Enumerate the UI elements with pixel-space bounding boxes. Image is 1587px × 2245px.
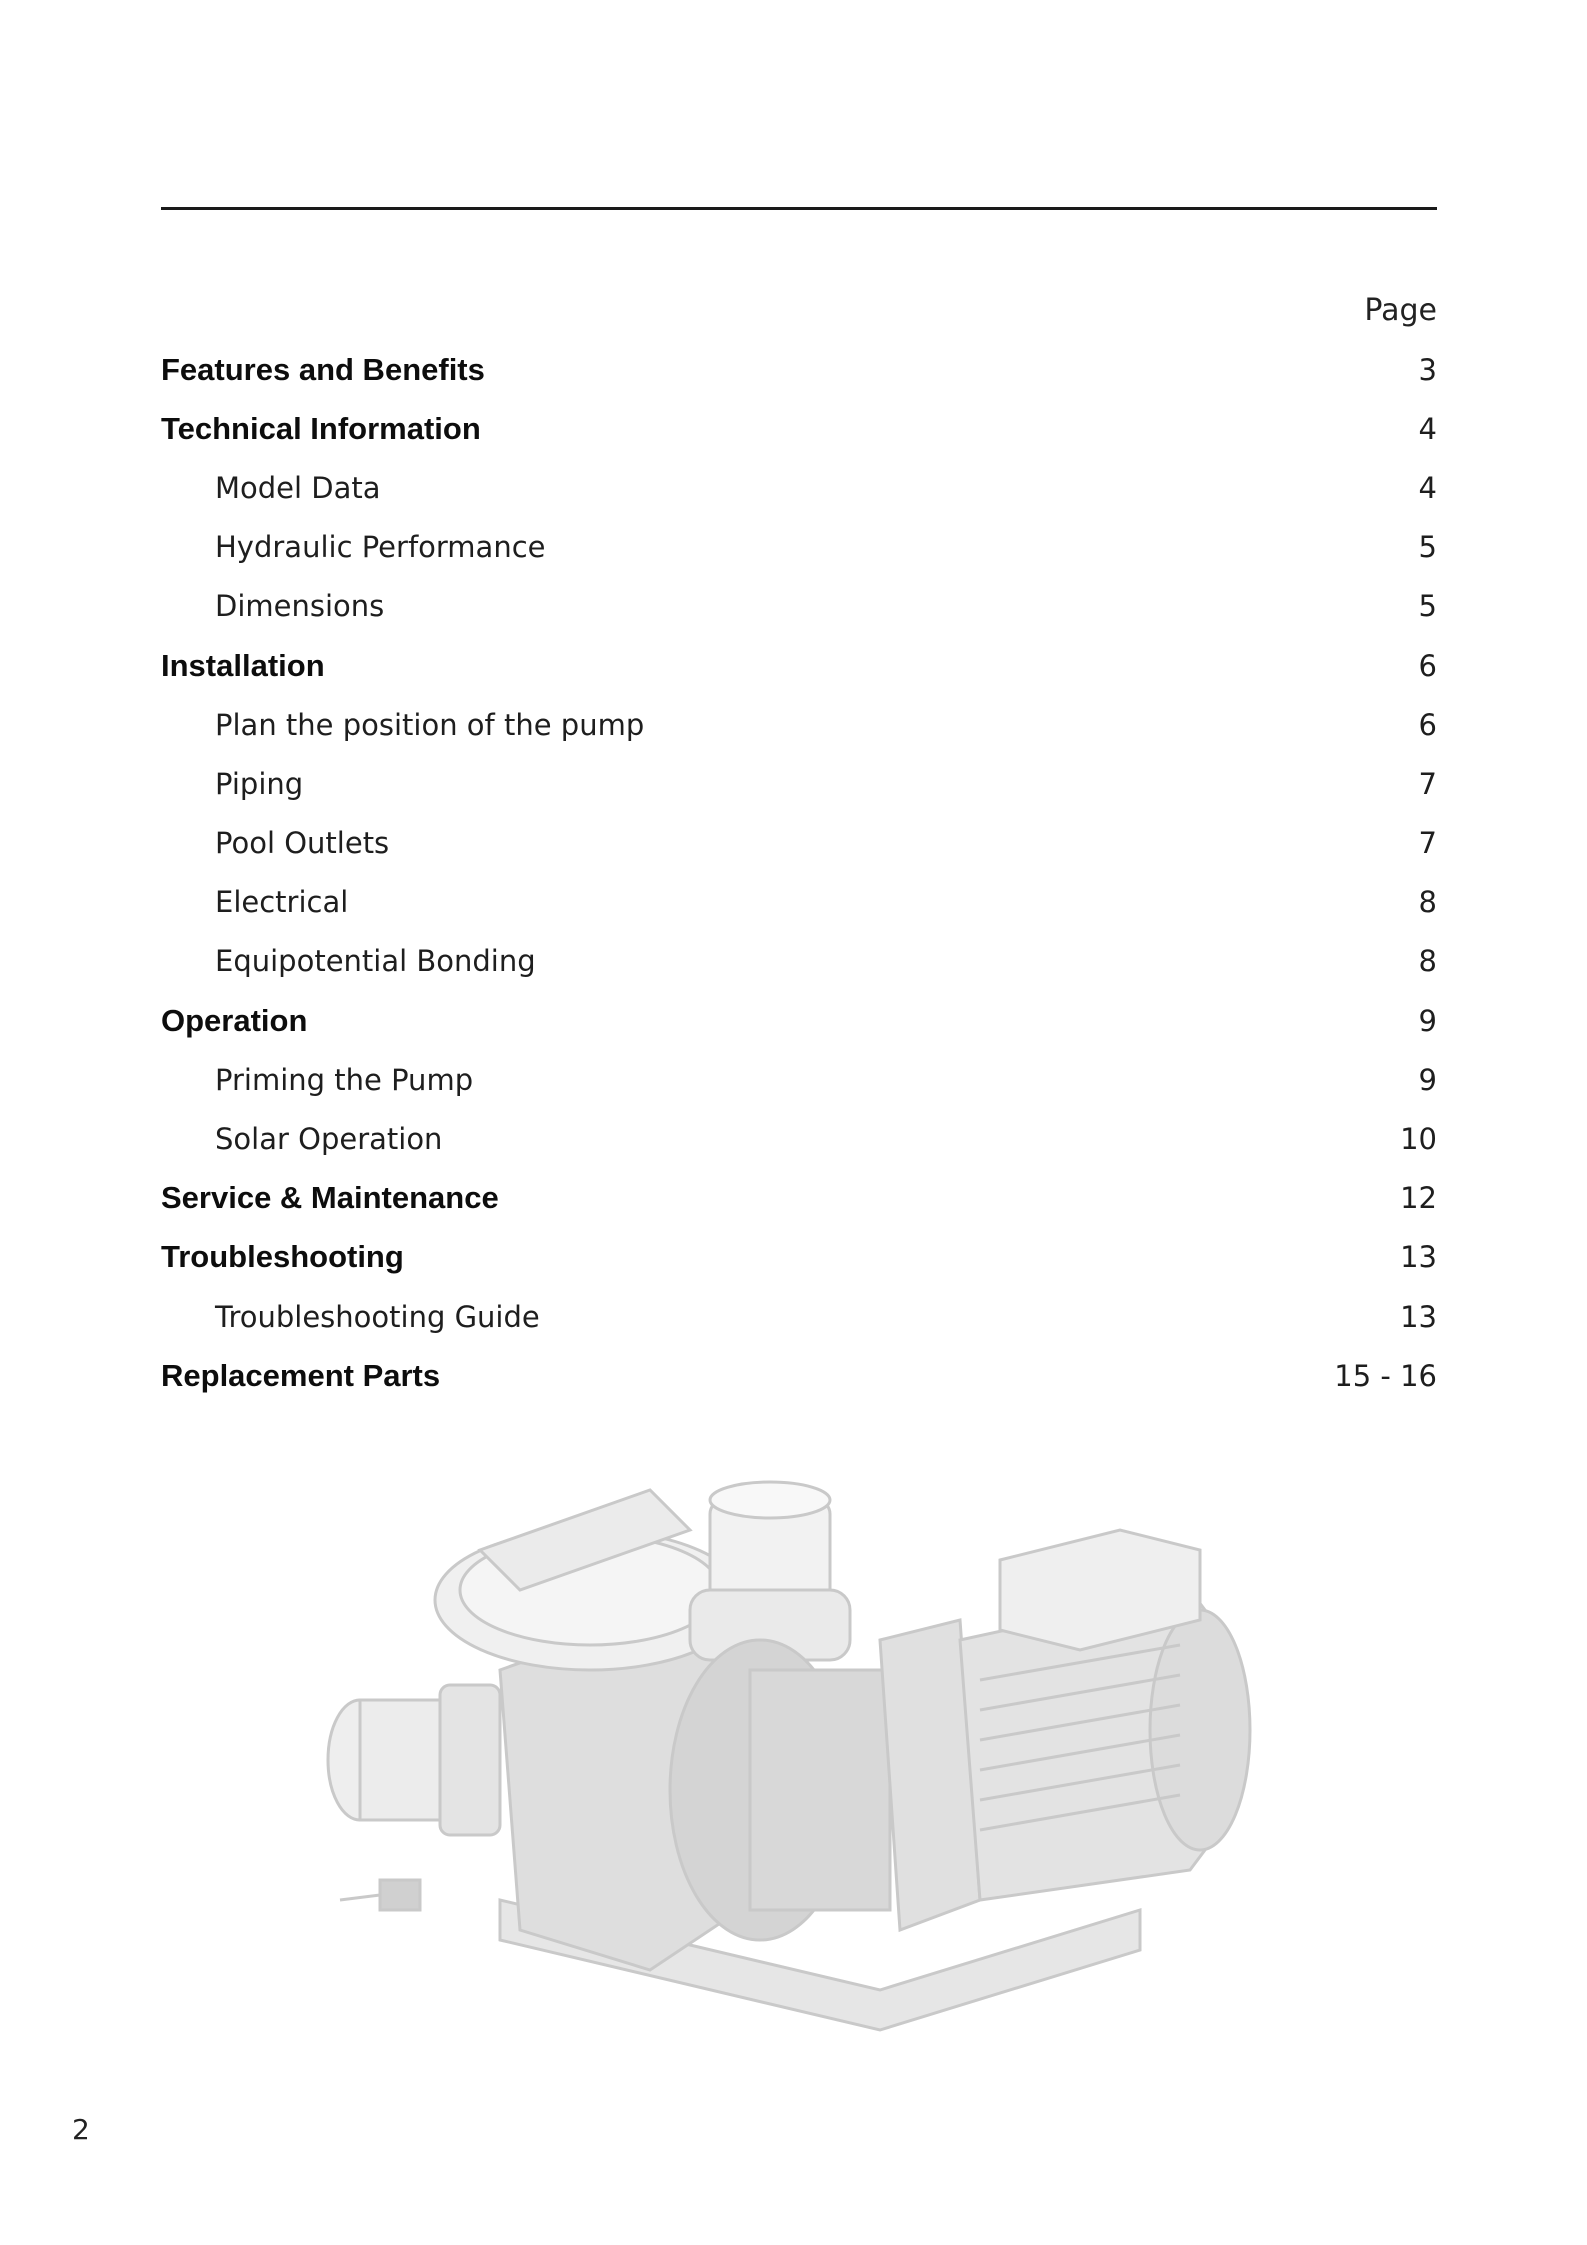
toc-entry-page: 7 xyxy=(1418,826,1437,861)
toc-subsection-row xyxy=(161,1109,1437,1168)
toc-subsection-row xyxy=(161,1287,1437,1346)
toc-section-row xyxy=(161,1228,1437,1287)
toc-entry-page: 8 xyxy=(1418,885,1437,920)
toc-entry-title: Pool Outlets xyxy=(215,826,390,861)
toc-section-row xyxy=(161,399,1437,458)
toc-entry-page: 6 xyxy=(1418,648,1437,683)
toc-entry-page: 9 xyxy=(1418,1003,1437,1038)
page-number: 2 xyxy=(72,2113,90,2146)
toc-entry-title: Plan the position of the pump xyxy=(215,707,645,742)
toc-section-row xyxy=(161,636,1437,695)
toc-entry-page: 13 xyxy=(1400,1299,1437,1334)
toc-section-row xyxy=(161,1346,1437,1405)
toc-entry-title: Equipotential Bonding xyxy=(215,944,536,979)
toc-entry-page: 3 xyxy=(1418,352,1437,387)
toc-entry-title: Priming the Pump xyxy=(215,1062,474,1097)
toc-entry-page: 5 xyxy=(1418,530,1437,565)
toc-entry-page: 7 xyxy=(1418,766,1437,801)
top-rule xyxy=(161,207,1437,210)
toc-entry-title: Piping xyxy=(215,766,304,801)
toc-entry-page: 15 - 16 xyxy=(1334,1358,1437,1393)
toc-subsection-row xyxy=(161,518,1437,577)
toc-entry-title: Troubleshooting xyxy=(161,1239,404,1275)
toc-entry-page: 13 xyxy=(1400,1240,1437,1275)
table-of-contents xyxy=(161,281,1437,1405)
toc-page-column-header xyxy=(161,281,1437,340)
toc-entry-title: Replacement Parts xyxy=(161,1357,441,1393)
toc-entry-page: 5 xyxy=(1418,589,1437,624)
toc-entry-page: 10 xyxy=(1400,1122,1437,1157)
toc-subsection-row xyxy=(161,577,1437,636)
toc-entries xyxy=(161,340,1437,1405)
toc-entry-title: Service & Maintenance xyxy=(161,1180,499,1216)
toc-subsection-row xyxy=(161,932,1437,991)
toc-entry-title: Features and Benefits xyxy=(161,351,485,387)
toc-subsection-row xyxy=(161,695,1437,754)
toc-entry-page: 9 xyxy=(1418,1062,1437,1097)
toc-entry-page: 4 xyxy=(1418,470,1437,505)
toc-entry-page: 12 xyxy=(1400,1181,1437,1216)
toc-entry-page: 4 xyxy=(1418,411,1437,446)
toc-entry-title: Hydraulic Performance xyxy=(215,530,546,565)
toc-entry-page: 8 xyxy=(1418,944,1437,979)
toc-subsection-row xyxy=(161,754,1437,813)
toc-section-row xyxy=(161,340,1437,399)
toc-subsection-row xyxy=(161,1050,1437,1109)
toc-entry-title: Model Data xyxy=(215,470,381,505)
toc-entry-title: Installation xyxy=(161,647,325,683)
toc-entry-title: Solar Operation xyxy=(215,1122,443,1157)
pool-pump-illustration xyxy=(320,1470,1280,2050)
toc-entry-title: Technical Information xyxy=(161,410,481,446)
toc-section-row xyxy=(161,991,1437,1050)
toc-entry-title: Troubleshooting Guide xyxy=(215,1299,540,1334)
toc-entry-page: 6 xyxy=(1418,707,1437,742)
toc-section-row xyxy=(161,1169,1437,1228)
toc-subsection-row xyxy=(161,814,1437,873)
toc-subsection-row xyxy=(161,458,1437,517)
toc-entry-title: Operation xyxy=(161,1002,308,1038)
toc-subsection-row xyxy=(161,873,1437,932)
toc-entry-title: Dimensions xyxy=(215,589,385,624)
page-column-label: Page xyxy=(1364,293,1437,328)
toc-entry-title: Electrical xyxy=(215,885,349,920)
